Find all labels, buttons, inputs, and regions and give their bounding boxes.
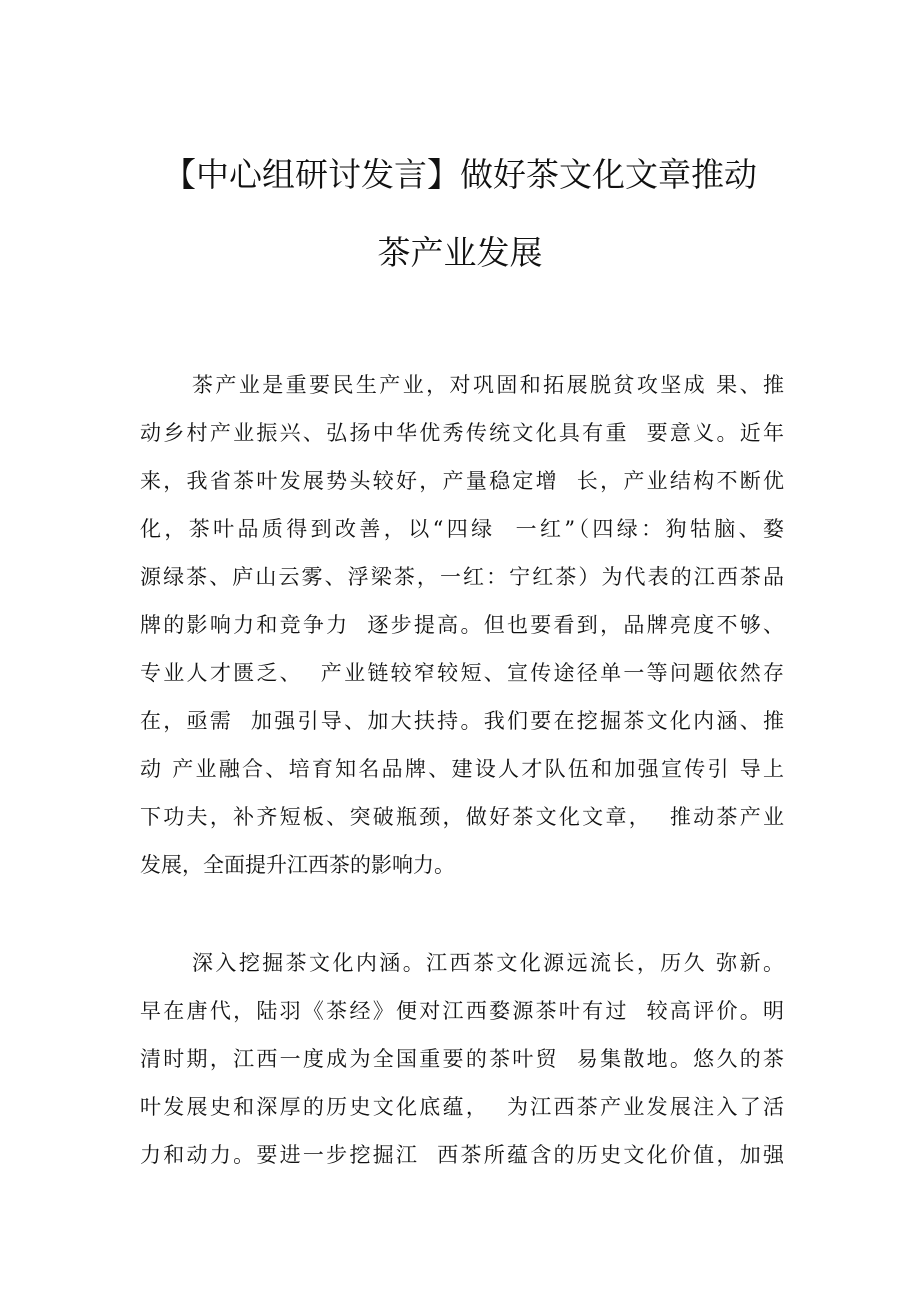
paragraph-line: 源绿茶、庐山云雾、浮梁茶，一红：宁红茶）为代表的江西茶品 <box>140 565 784 589</box>
paragraph-line: 在，亟需 加强引导、加大扶持。我们要在挖掘茶文化内涵、推 <box>140 709 784 733</box>
paragraph-line: 深入挖掘茶文化内涵。江西茶文化源远流长，历久 弥新。 <box>192 951 784 975</box>
paragraph-line: 清时期，江西一度成为全国重要的茶叶贸 易集散地。悠久的茶 <box>140 1047 784 1071</box>
document-title-line-2: 茶产业发展 <box>377 233 543 272</box>
paragraph-line: 叶发展史和深厚的历史文化底蕴， 为江西茶产业发展注入了活 <box>140 1095 784 1119</box>
paragraph-line: 化，茶叶品质得到改善，以“四绿 一红”（四绿：狗牯脑、婺 <box>140 517 784 541</box>
paragraph-line: 力和动力。要进一步挖掘江 西茶所蕴含的历史文化价值，加强 <box>140 1143 784 1167</box>
paragraph-line: 下功夫，补齐短板、突破瓶颈，做好茶文化文章， 推动茶产业 <box>140 805 784 829</box>
paragraph-line: 早在唐代，陆羽《茶经》便对江西婺源茶叶有过 较高评价。明 <box>140 999 784 1023</box>
paragraph-line: 专业人才匮乏、 产业链较窄较短、宣传途径单一等问题依然存 <box>140 661 784 685</box>
paragraph-line: 牌的影响力和竞争力 逐步提高。但也要看到，品牌亮度不够、 <box>140 613 784 637</box>
paragraph-line: 动乡村产业振兴、弘扬中华优秀传统文化具有重 要意义。近年 <box>140 421 784 445</box>
paragraph-line: 来，我省茶叶发展势头较好，产量稳定增 长，产业结构不断优 <box>140 469 784 493</box>
paragraph-line: 动 产业融合、培育知名品牌、建设人才队伍和加强宣传引 导上 <box>140 757 784 781</box>
document-title-line-1: 【中心组研讨发言】做好茶文化文章推动 <box>163 155 757 194</box>
paragraph-line: 发展，全面提升江西茶的影响力。 <box>140 853 455 877</box>
paragraph-line: 茶产业是重要民生产业，对巩固和拓展脱贫攻坚成 果、推 <box>192 373 784 397</box>
